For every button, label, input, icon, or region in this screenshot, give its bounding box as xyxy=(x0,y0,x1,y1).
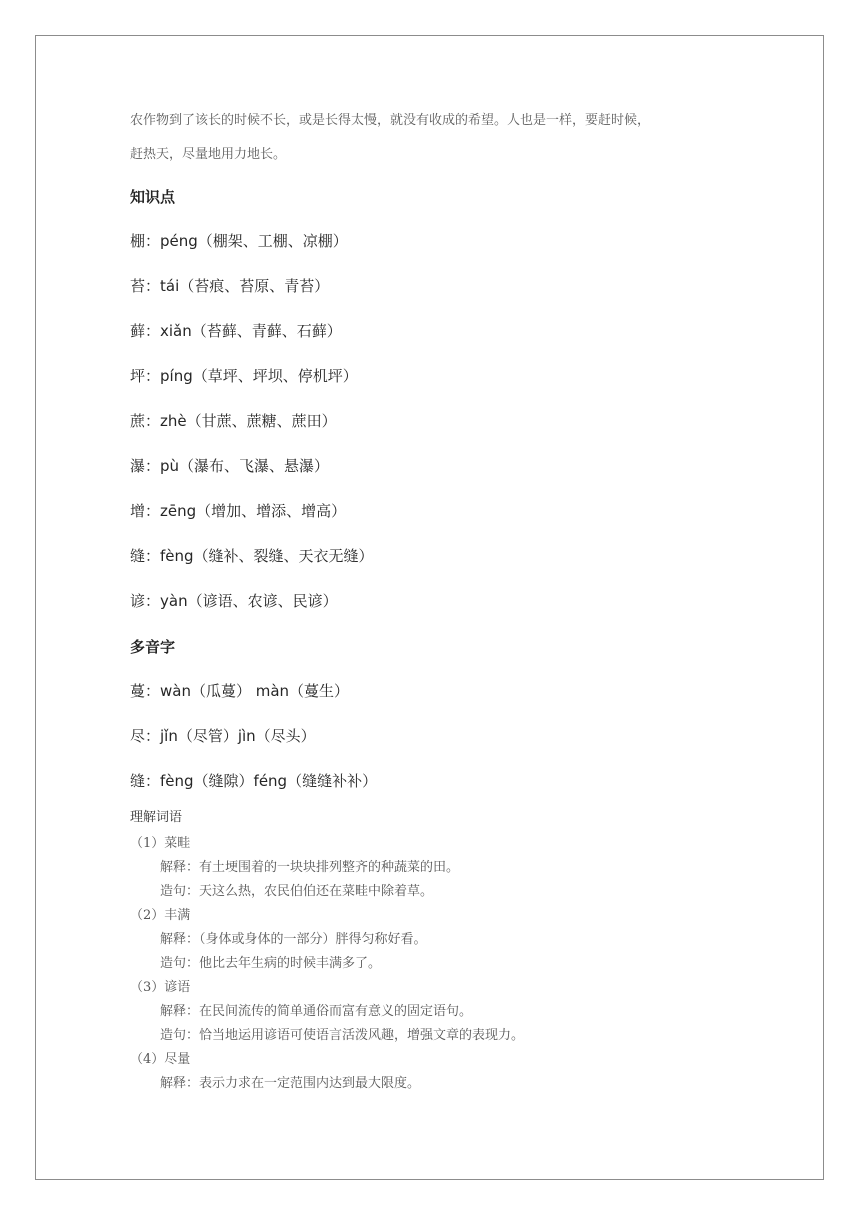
vocab-explain: 解释：（身体或身体的一部分）胖得匀称好看。 xyxy=(160,932,427,947)
vocab-term: （2）丰满 xyxy=(130,908,191,923)
vocab-term: （1）菜畦 xyxy=(130,836,191,851)
knowledge-item: 棚：péng（棚架、工棚、凉棚） xyxy=(130,232,348,250)
vocab-term: （3）谚语 xyxy=(130,980,191,995)
intro-line-1: 农作物到了该长的时候不长，或是长得太慢，就没有收成的希望。人也是一样，要赶时候， xyxy=(130,113,651,128)
vocab-example: 造句：天这么热，农民伯伯还在菜畦中除着草。 xyxy=(160,884,434,899)
knowledge-item: 瀑：pù（瀑布、飞瀑、悬瀑） xyxy=(130,457,330,475)
knowledge-item: 蔗：zhè（甘蔗、蔗糖、蔗田） xyxy=(130,412,337,430)
vocab-heading: 理解词语 xyxy=(130,810,183,825)
polyphone-heading: 多音字 xyxy=(130,638,176,656)
knowledge-item: 藓：xiǎn（苔藓、青藓、石藓） xyxy=(130,322,342,340)
intro-line-2: 赶热天，尽量地用力地长。 xyxy=(130,147,287,162)
knowledge-item: 苔：tái（苔痕、苔原、青苔） xyxy=(130,277,330,295)
vocab-example: 造句：恰当地运用谚语可使语言活泼风趣，增强文章的表现力。 xyxy=(160,1028,525,1043)
vocab-explain: 解释：表示力求在一定范围内达到最大限度。 xyxy=(160,1076,421,1091)
knowledge-item: 增：zēng（增加、增添、增高） xyxy=(130,502,347,520)
knowledge-item: 谚：yàn（谚语、农谚、民谚） xyxy=(130,592,338,610)
vocab-term: （4）尽量 xyxy=(130,1052,191,1067)
polyphone-item: 尽：jǐn（尽管）jìn（尽头） xyxy=(130,727,316,745)
knowledge-item: 缝：fèng（缝补、裂缝、天衣无缝） xyxy=(130,547,374,565)
vocab-example: 造句：他比去年生病的时候丰满多了。 xyxy=(160,956,382,971)
knowledge-item: 坪：píng（草坪、坪坝、停机坪） xyxy=(130,367,358,385)
vocab-explain: 解释：在民间流传的简单通俗而富有意义的固定语句。 xyxy=(160,1004,473,1019)
polyphone-item: 蔓：wàn（瓜蔓） màn（蔓生） xyxy=(130,682,350,700)
polyphone-item: 缝：fèng（缝隙）féng（缝缝补补） xyxy=(130,772,378,790)
vocab-explain: 解释：有土埂围着的一块块排列整齐的种蔬菜的田。 xyxy=(160,860,460,875)
knowledge-heading: 知识点 xyxy=(130,188,176,206)
